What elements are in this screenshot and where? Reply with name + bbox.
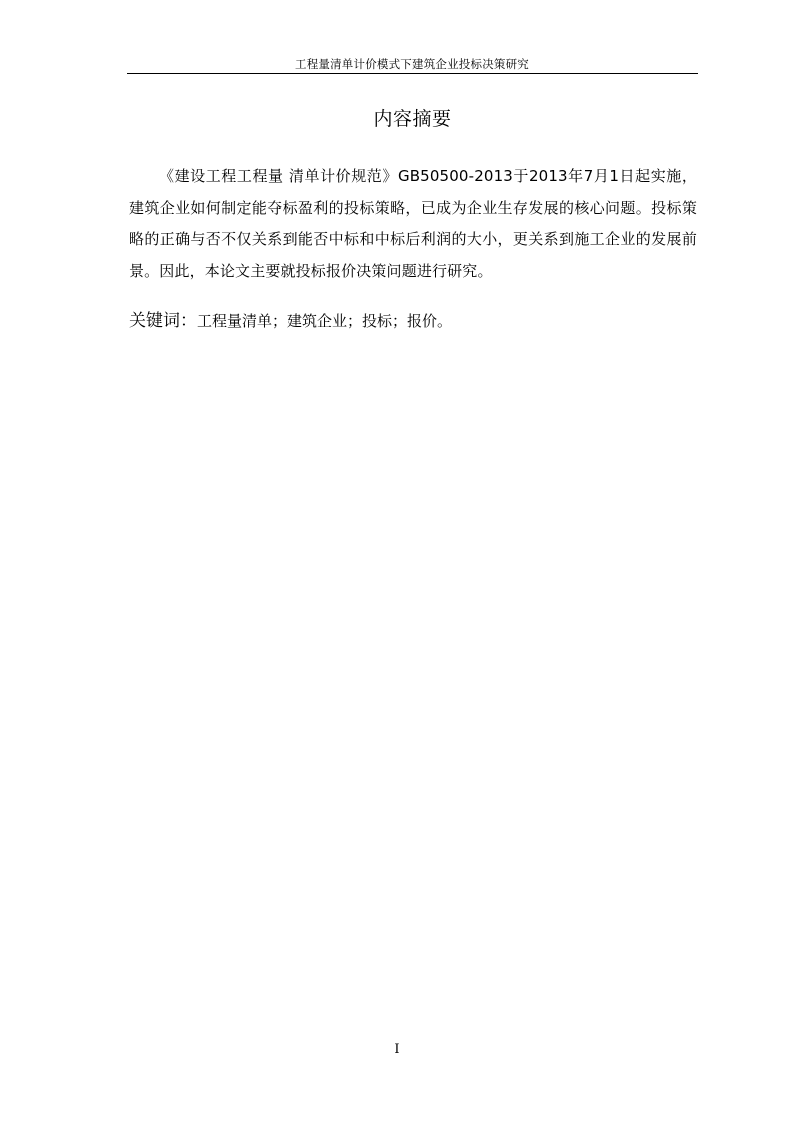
abstract-paragraph: 《建设工程工程量 清单计价规范》GB50500-2013于2013年7月1日起实施，建筑企业如何制定能夺标盈利的投标策略，已成为企业生存发展的核心问题。投标策略的正确与否不仅关系到能否中标和中标后利润的大小，更关系到施工企业的发展前景。因此，本论文主要就投标报价决策问题进行研究。: [129, 167, 697, 280]
keywords-label: 关键词：: [129, 311, 197, 331]
page-number: I: [394, 1042, 400, 1057]
header-divider: [127, 73, 698, 74]
keywords-value: 工程量清单；建筑企业；投标；报价。: [197, 312, 453, 330]
page-title: 内容摘要: [373, 108, 452, 130]
running-header: 工程量清单计价模式下建筑企业投标决策研究: [295, 57, 529, 71]
keywords-line: [129, 309, 697, 333]
